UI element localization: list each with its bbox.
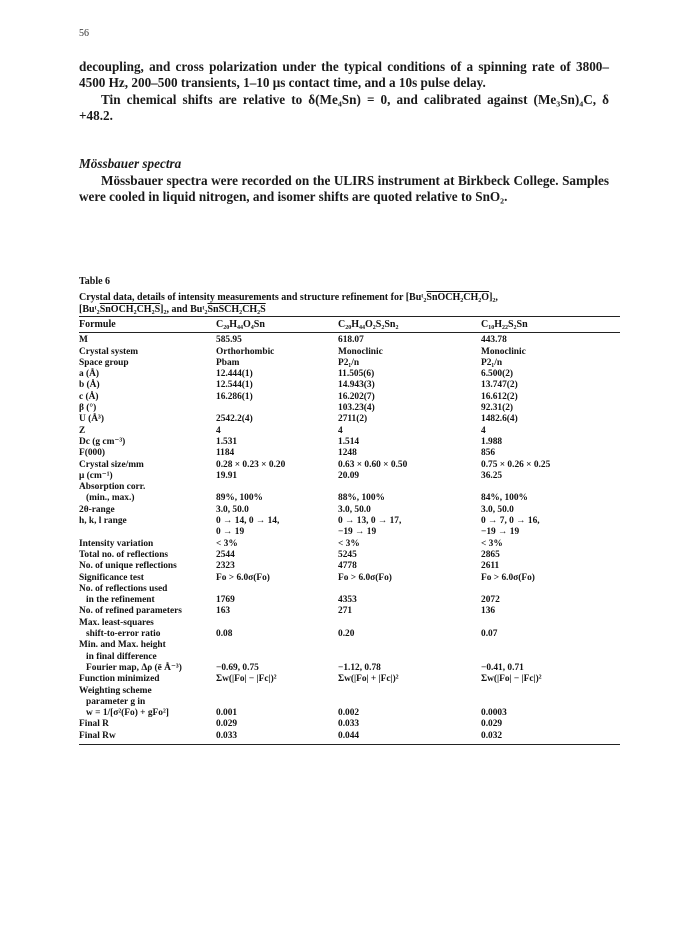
caption-mid-1: ]₂, — [489, 292, 498, 303]
value-cell: 2544 — [216, 549, 235, 560]
table-row — [79, 380, 620, 391]
table-row — [79, 640, 620, 651]
value-cell: 0.20 — [338, 629, 355, 640]
value-cell: 12.444(1) — [216, 369, 253, 380]
value-cell: < 3% — [216, 538, 238, 549]
row-label-cell: Crystal system — [79, 346, 139, 357]
value-cell — [338, 584, 481, 595]
section-paragraph: Mössbauer spectra were recorded on the ULIRS instrument at Birkbeck College. Samples were cooled in liquid nitrogen, and isomer shifts are quoted relative to SnO₂. — [79, 173, 609, 205]
value-cell — [481, 482, 620, 493]
row-label-cell: parameter g in — [79, 696, 146, 707]
table-row — [79, 573, 620, 584]
value-cell — [216, 697, 338, 708]
value-cell: Fo > 6.0σ(Fo) — [338, 572, 392, 583]
value-cell: 618.07 — [338, 335, 364, 346]
value-cell — [216, 618, 338, 629]
value-cell: 0.08 — [216, 629, 233, 640]
row-label-cell: h, k, l range — [79, 516, 127, 527]
value-cell: 2072 — [481, 595, 500, 606]
row-label-cell: μ (cm⁻¹) — [79, 470, 113, 481]
row-label-cell: Dc (g cm⁻³) — [79, 436, 126, 447]
value-cell: Monoclinic — [338, 346, 383, 357]
caption-mid-2: ]₂, and Buᵗ₂ — [160, 304, 208, 315]
value-cell — [481, 686, 620, 697]
value-cell: 0.63 × 0.60 × 0.50 — [338, 459, 408, 470]
table-row — [79, 403, 620, 414]
section-heading: Mössbauer spectra — [79, 156, 182, 171]
table-row — [79, 697, 620, 708]
value-cell: 585.95 — [216, 335, 242, 346]
value-cell: 14.943(3) — [338, 380, 375, 391]
value-cell: 16.202(7) — [338, 391, 375, 402]
value-cell: Σw(|Fo| − |Fc|)² — [481, 674, 542, 685]
value-cell: P2₁/n — [338, 357, 360, 368]
row-label-cell: 2θ-range — [79, 504, 115, 515]
value-cell: 0 → 13, 0 → 17, — [338, 516, 402, 527]
table-row — [79, 482, 620, 493]
row-label-cell: M — [79, 335, 88, 346]
table-row — [79, 392, 620, 403]
value-cell: 0.07 — [481, 629, 498, 640]
value-cell: 1184 — [216, 448, 235, 459]
value-cell: 4 — [216, 425, 221, 436]
value-cell: 3.0, 50.0 — [481, 504, 514, 515]
table-row — [79, 561, 620, 572]
value-cell: 163 — [216, 606, 231, 617]
value-cell: 0.029 — [481, 719, 503, 730]
row-label-cell: Significance test — [79, 572, 144, 583]
header-cell: C₂₀H₄₄O₄Sn — [216, 317, 338, 333]
value-cell: 0.001 — [216, 708, 238, 719]
value-cell — [481, 584, 620, 595]
table-row — [79, 493, 620, 504]
table-row — [79, 516, 620, 527]
value-cell: 13.747(2) — [481, 380, 518, 391]
paragraph-tin-shifts: Tin chemical shifts are relative to δ(Me₄Sn) = 0, and calibrated against (Me₃Sn)₄C, δ +48.2. — [79, 91, 609, 124]
row-label-cell: F(000) — [79, 448, 106, 459]
value-cell — [216, 403, 338, 414]
row-label-cell — [79, 527, 216, 538]
value-cell: 11.505(6) — [338, 369, 375, 380]
value-cell: Pbam — [216, 357, 240, 368]
value-cell: 4353 — [338, 595, 357, 606]
row-label-cell: Final Rw — [79, 731, 216, 745]
row-label-cell: in the refinement — [79, 595, 155, 606]
value-cell: 12.544(1) — [216, 380, 253, 391]
table-row — [79, 505, 620, 516]
value-cell — [216, 686, 338, 697]
row-label-cell: Max. least-squares — [79, 617, 154, 628]
value-cell — [216, 640, 338, 651]
crystal-data-table — [79, 316, 620, 745]
value-cell — [338, 686, 481, 697]
value-cell: 16.286(1) — [216, 391, 253, 402]
table-row — [79, 652, 620, 663]
table-header-row — [79, 317, 620, 333]
table-row — [79, 550, 620, 561]
value-cell: −0.41, 0.71 — [481, 662, 524, 673]
value-cell: 6.500(2) — [481, 369, 514, 380]
value-cell — [216, 584, 338, 595]
body-text — [79, 59, 609, 125]
value-cell — [216, 482, 338, 493]
value-cell: Orthorhombic — [216, 346, 275, 357]
row-label-cell: Fourier map, Δρ (ē Å⁻³) — [79, 662, 182, 673]
value-cell: 0.033 — [216, 731, 338, 745]
value-cell — [338, 652, 481, 663]
value-cell — [216, 652, 338, 663]
header-cell: C₂₀H₄₄O₂S₂Sn₂ — [338, 317, 481, 333]
row-label-cell: (min., max.) — [79, 493, 135, 504]
table-row — [79, 527, 620, 538]
value-cell: 0 → 14, 0 → 14, — [216, 516, 280, 527]
table-row — [79, 584, 620, 595]
table-row — [79, 358, 620, 369]
table-row — [79, 719, 620, 730]
value-cell: 88%, 100% — [338, 493, 385, 504]
row-label-cell: No. of reflections used — [79, 583, 168, 594]
value-cell: 443.78 — [481, 335, 507, 346]
row-label-cell: c (Å) — [79, 391, 99, 402]
value-cell: 19.91 — [216, 470, 238, 481]
paragraph-nmr-conditions: decoupling, and cross polarization under the typical conditions of a spinning rate of 3800–4500 Hz, 200–500 transients, 1–10 μs contact time, and a 10s pulse delay. — [79, 59, 609, 91]
value-cell: 1482.6(4) — [481, 414, 518, 425]
value-cell: 0.032 — [481, 731, 620, 745]
row-label-cell: Crystal size/mm — [79, 459, 144, 470]
table-row — [79, 437, 620, 448]
value-cell: 0.033 — [338, 719, 360, 730]
value-cell: 1.514 — [338, 436, 360, 447]
value-cell — [481, 652, 620, 663]
value-cell: Fo > 6.0σ(Fo) — [216, 572, 270, 583]
caption-ring-3: SnSCH₂CH₂S — [207, 304, 266, 315]
value-cell: 4 — [338, 425, 343, 436]
header-cell: C₁₀H₂₂S₂Sn — [481, 317, 620, 333]
value-cell: Σw(|Fo| − |Fc|)² — [216, 674, 277, 685]
row-label-cell: No. of refined parameters — [79, 606, 182, 617]
value-cell: 0 → 7, 0 → 16, — [481, 516, 540, 527]
value-cell: −19 → 19 — [481, 527, 520, 538]
value-cell: 136 — [481, 606, 496, 617]
value-cell: 2711(2) — [338, 414, 368, 425]
row-label-cell: Total no. of reflections — [79, 549, 169, 560]
value-cell: 0.029 — [216, 719, 238, 730]
value-cell: 1769 — [216, 595, 235, 606]
value-cell: Fo > 6.0σ(Fo) — [481, 572, 535, 583]
value-cell: 4778 — [338, 561, 357, 572]
value-cell: 1.531 — [216, 436, 238, 447]
page-number: 56 — [79, 28, 89, 39]
value-cell: 0.044 — [338, 731, 481, 745]
table-row — [79, 618, 620, 629]
value-cell — [338, 618, 481, 629]
table-row — [79, 347, 620, 358]
value-cell: < 3% — [481, 538, 503, 549]
value-cell: 92.31(2) — [481, 403, 514, 414]
table-row — [79, 333, 620, 347]
value-cell: 20.09 — [338, 470, 360, 481]
value-cell: 1248 — [338, 448, 357, 459]
value-cell: 0.28 × 0.23 × 0.20 — [216, 459, 286, 470]
table-row — [79, 708, 620, 719]
row-label-cell: b (Å) — [79, 380, 100, 391]
table-row — [79, 606, 620, 617]
value-cell: Monoclinic — [481, 346, 526, 357]
table-row — [79, 595, 620, 606]
value-cell: 3.0, 50.0 — [338, 504, 371, 515]
row-label-cell: Space group — [79, 357, 129, 368]
header-cell: Formule — [79, 317, 216, 333]
table-row — [79, 471, 620, 482]
value-cell: 2865 — [481, 549, 500, 560]
value-cell — [338, 482, 481, 493]
value-cell: −0.69, 0.75 — [216, 662, 259, 673]
value-cell — [481, 640, 620, 651]
value-cell: P2₁/n — [481, 357, 503, 368]
table-row — [79, 426, 620, 437]
row-label-cell: Function minimized — [79, 674, 160, 685]
value-cell: 16.612(2) — [481, 391, 518, 402]
value-cell: 0 → 19 — [216, 527, 245, 538]
table-row — [79, 460, 620, 471]
row-label-cell: Absorption corr. — [79, 482, 146, 493]
value-cell: 103.23(4) — [338, 403, 375, 414]
table-row — [79, 674, 620, 685]
caption-ring-2: SnOCH₂CH₂S — [99, 304, 161, 315]
row-label-cell: in final difference — [79, 651, 157, 662]
value-cell: 5245 — [338, 549, 357, 560]
table-row — [79, 686, 620, 697]
caption-ring-1: SnOCH₂CH₂O — [426, 292, 490, 303]
row-label-cell: Min. and Max. height — [79, 640, 166, 651]
value-cell: Σw(|Fo| + |Fc|)² — [338, 674, 399, 685]
value-cell — [338, 697, 481, 708]
value-cell: −19 → 19 — [338, 527, 377, 538]
table-row — [79, 539, 620, 550]
caption-prefix: Crystal data, details of intensity measurements and structure refinement for [Buᵗ₂ — [79, 292, 427, 303]
row-label-cell: Intensity variation — [79, 538, 154, 549]
value-cell: 0.002 — [338, 708, 360, 719]
value-cell: 3.0, 50.0 — [216, 504, 249, 515]
value-cell: < 3% — [338, 538, 360, 549]
row-label-cell: shift-to-error ratio — [79, 629, 161, 640]
table-row — [79, 731, 620, 745]
table-row — [79, 369, 620, 380]
value-cell: 271 — [338, 606, 353, 617]
value-cell: 0.0003 — [481, 708, 507, 719]
table-body — [79, 333, 620, 745]
value-cell: 2323 — [216, 561, 235, 572]
table-row — [79, 663, 620, 674]
value-cell: 1.988 — [481, 436, 503, 447]
row-label-cell: Final R — [79, 719, 109, 730]
table-caption — [79, 292, 619, 316]
row-label-cell: No. of unique reflections — [79, 561, 177, 572]
row-label-cell: U (Å³) — [79, 414, 104, 425]
value-cell: −1.12, 0.78 — [338, 662, 381, 673]
value-cell — [481, 697, 620, 708]
value-cell: 856 — [481, 448, 496, 459]
row-label-cell: w = 1/[σ²(Fo) + gFo²] — [79, 708, 169, 719]
row-label-cell: β (°) — [79, 403, 97, 414]
value-cell — [481, 618, 620, 629]
table-row — [79, 629, 620, 640]
row-label-cell: Weighting scheme — [79, 685, 152, 696]
value-cell: 84%, 100% — [481, 493, 528, 504]
row-label-cell: Z — [79, 425, 86, 436]
value-cell: 36.25 — [481, 470, 503, 481]
value-cell: 2611 — [481, 561, 500, 572]
value-cell — [338, 640, 481, 651]
row-label-cell: a (Å) — [79, 369, 100, 380]
value-cell: 89%, 100% — [216, 493, 263, 504]
table-row — [79, 448, 620, 459]
value-cell: 0.75 × 0.26 × 0.25 — [481, 459, 551, 470]
value-cell: 4 — [481, 425, 486, 436]
value-cell: 2542.2(4) — [216, 414, 253, 425]
caption-part-2: [Buᵗ₂ — [79, 304, 100, 315]
table-label: Table 6 — [79, 276, 111, 287]
table-row — [79, 414, 620, 425]
